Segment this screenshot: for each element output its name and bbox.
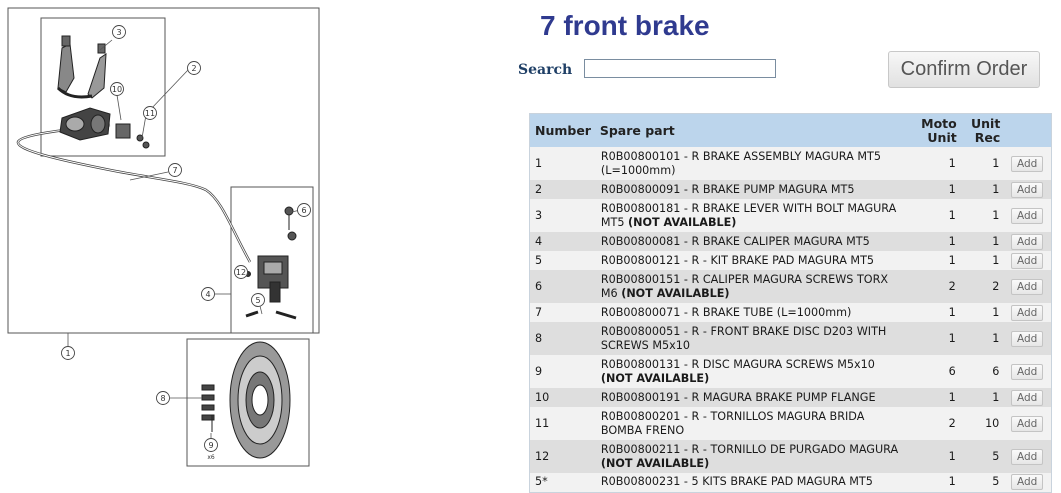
add-cell: [1003, 180, 1051, 199]
part-name: R0B00800091 - R BRAKE PUMP MAGURA MT5: [600, 182, 855, 196]
callout-1: 1: [65, 349, 71, 358]
part-number: 4: [535, 234, 543, 248]
part-number: 12: [535, 449, 550, 463]
page-title: 7 front brake: [540, 10, 710, 41]
part-description: [597, 473, 912, 492]
brake-pump: [60, 108, 149, 148]
table-row: [530, 473, 1052, 492]
part-description: [597, 407, 912, 440]
part-number: 3: [535, 208, 543, 222]
unit-rec: 1: [992, 390, 1000, 404]
unit-rec: 2: [992, 279, 1000, 293]
callout-6: 6: [301, 206, 307, 215]
add-cell: [1003, 440, 1051, 473]
add-cell: [1003, 388, 1051, 407]
part-name: R0B00800151 - R CALIPER MAGURA SCREWS TORX M6: [600, 272, 889, 300]
add-button[interactable]: Add: [1011, 305, 1043, 321]
part-description: [597, 232, 912, 251]
table-row: [530, 180, 1052, 199]
not-available-label: (NOT AVAILABLE): [600, 456, 710, 470]
confirm-order-button[interactable]: Confirm Order: [888, 51, 1040, 88]
unit-rec: 10: [985, 416, 1000, 430]
moto-unit: 2: [948, 279, 956, 293]
part-number: 7: [535, 305, 543, 319]
add-button[interactable]: Add: [1011, 234, 1043, 250]
moto-unit: 6: [948, 364, 956, 378]
table-row: [530, 303, 1052, 322]
part-name: R0B00800201 - R - TORNILLOS MAGURA BRIDA BOMBA FRENO: [600, 409, 865, 437]
unit-rec: 1: [992, 182, 1000, 196]
part-name: R0B00800131 - R DISC MAGURA SCREWS M5x10: [600, 357, 875, 371]
part-number: 9: [535, 364, 543, 378]
unit-rec: 5: [992, 475, 1000, 489]
part-description: [597, 322, 912, 355]
header-moto-unit-line2: Unit: [927, 129, 957, 145]
header-moto-unit-line1: Moto: [921, 115, 957, 131]
add-cell: [1003, 147, 1051, 180]
add-cell: [1003, 232, 1051, 251]
table-row: [530, 251, 1052, 270]
header-spare-part[interactable]: Spare part: [597, 114, 912, 148]
not-available-label: (NOT AVAILABLE): [621, 286, 730, 300]
unit-rec: 1: [992, 331, 1000, 345]
part-name: R0B00800211 - R - TORNILLO DE PURGADO MAGURA: [600, 442, 899, 456]
table-row: [530, 147, 1052, 180]
table-row: [530, 232, 1052, 251]
unit-rec: 1: [992, 156, 1000, 170]
add-button[interactable]: Add: [1011, 182, 1043, 198]
add-button[interactable]: Add: [1011, 474, 1043, 490]
search-label: Search: [518, 62, 573, 78]
part-description: [597, 147, 912, 180]
add-button[interactable]: Add: [1011, 279, 1043, 295]
add-button[interactable]: Add: [1011, 331, 1043, 347]
header-number[interactable]: Number: [530, 114, 597, 148]
table-row: [530, 199, 1052, 232]
moto-unit: 1: [948, 253, 956, 267]
part-description: [597, 303, 912, 322]
moto-unit: 1: [948, 390, 956, 404]
moto-unit: 1: [948, 156, 956, 170]
add-cell: [1003, 199, 1051, 232]
callout-2: 2: [191, 64, 197, 73]
part-description: [597, 180, 912, 199]
add-button[interactable]: Add: [1011, 156, 1043, 172]
moto-unit: 1: [948, 449, 956, 463]
part-description: [597, 270, 912, 303]
search-input[interactable]: [584, 59, 776, 78]
add-button[interactable]: Add: [1011, 416, 1043, 432]
moto-unit: 1: [948, 182, 956, 196]
callout-9: 9: [208, 441, 214, 450]
part-name: R0B00800191 - R MAGURA BRAKE PUMP FLANGE: [600, 390, 876, 404]
part-description: [597, 199, 912, 232]
part-name: R0B00800181 - R BRAKE LEVER WITH BOLT MAGURA MT5: [600, 201, 897, 229]
add-cell: [1003, 322, 1051, 355]
add-button[interactable]: Add: [1011, 208, 1043, 224]
part-number: 11: [535, 416, 550, 430]
part-name: R0B00800051 - R - FRONT BRAKE DISC D203 WITH SCREWS M5x10: [600, 324, 887, 352]
quantity-note: x6: [207, 454, 215, 461]
add-cell: [1003, 473, 1051, 492]
header-unit-rec-line2: Rec: [974, 129, 1001, 145]
moto-unit: 1: [948, 234, 956, 248]
callout-4: 4: [205, 290, 211, 299]
part-name: R0B00800081 - R BRAKE CALIPER MAGURA MT5: [600, 234, 870, 248]
callout-11: 11: [144, 109, 156, 118]
table-row: [530, 322, 1052, 355]
moto-unit: 2: [948, 416, 956, 430]
part-number: 10: [535, 390, 550, 404]
part-name: R0B00800121 - R - KIT BRAKE PAD MAGURA MT5: [600, 253, 875, 267]
add-cell: [1003, 303, 1051, 322]
part-name: R0B00800231 - 5 KITS BRAKE PAD MAGURA MT5: [600, 475, 873, 489]
table-row: [530, 440, 1052, 473]
part-number: 5: [535, 253, 543, 267]
add-cell: [1003, 251, 1051, 270]
part-description: [597, 388, 912, 407]
table-row: [530, 270, 1052, 303]
header-moto-unit[interactable]: [912, 114, 960, 148]
add-button[interactable]: Add: [1011, 364, 1043, 380]
part-description: [597, 355, 912, 388]
unit-rec: 5: [992, 449, 1000, 463]
part-description: [597, 251, 912, 270]
part-number: 8: [535, 331, 543, 345]
add-cell: [1003, 355, 1051, 388]
callout-8: 8: [160, 394, 166, 403]
add-button[interactable]: Add: [1011, 253, 1043, 269]
table-row: [530, 388, 1052, 407]
moto-unit: 1: [948, 331, 956, 345]
header-unit-rec[interactable]: [960, 114, 1004, 148]
not-available-label: (NOT AVAILABLE): [628, 215, 737, 229]
brake-lever: [58, 36, 106, 98]
part-number: 6: [535, 279, 543, 293]
callout-3: 3: [116, 28, 122, 37]
moto-unit: 1: [948, 208, 956, 222]
table-row: [530, 355, 1052, 388]
add-cell: [1003, 270, 1051, 303]
not-available-label: (NOT AVAILABLE): [600, 371, 710, 385]
callout-10: 10: [111, 85, 123, 94]
unit-rec: 1: [992, 253, 1000, 267]
spare-parts-table: [529, 113, 1052, 493]
part-number: 1: [535, 156, 543, 170]
part-number: 5*: [535, 475, 548, 489]
parts-diagram: [0, 0, 330, 491]
table-header-row: [530, 114, 1052, 148]
add-cell: [1003, 407, 1051, 440]
part-name: R0B00800101 - R BRAKE ASSEMBLY MAGURA MT5 (L=1000mm): [600, 149, 881, 177]
unit-rec: 1: [992, 208, 1000, 222]
unit-rec: 6: [992, 364, 1000, 378]
add-button[interactable]: Add: [1011, 390, 1043, 406]
callout-7: 7: [172, 166, 178, 175]
part-description: [597, 440, 912, 473]
add-button[interactable]: Add: [1011, 449, 1043, 465]
table-row: [530, 407, 1052, 440]
moto-unit: 1: [948, 305, 956, 319]
brake-hose: [18, 125, 250, 262]
header-unit-rec-line1: Unit: [971, 115, 1001, 131]
callout-12: 12: [235, 268, 247, 277]
callout-5: 5: [255, 296, 261, 305]
unit-rec: 1: [992, 305, 1000, 319]
moto-unit: 1: [948, 475, 956, 489]
header-add: [1003, 114, 1051, 148]
part-number: 2: [535, 182, 543, 196]
part-name: R0B00800071 - R BRAKE TUBE (L=1000mm): [600, 305, 852, 319]
unit-rec: 1: [992, 234, 1000, 248]
